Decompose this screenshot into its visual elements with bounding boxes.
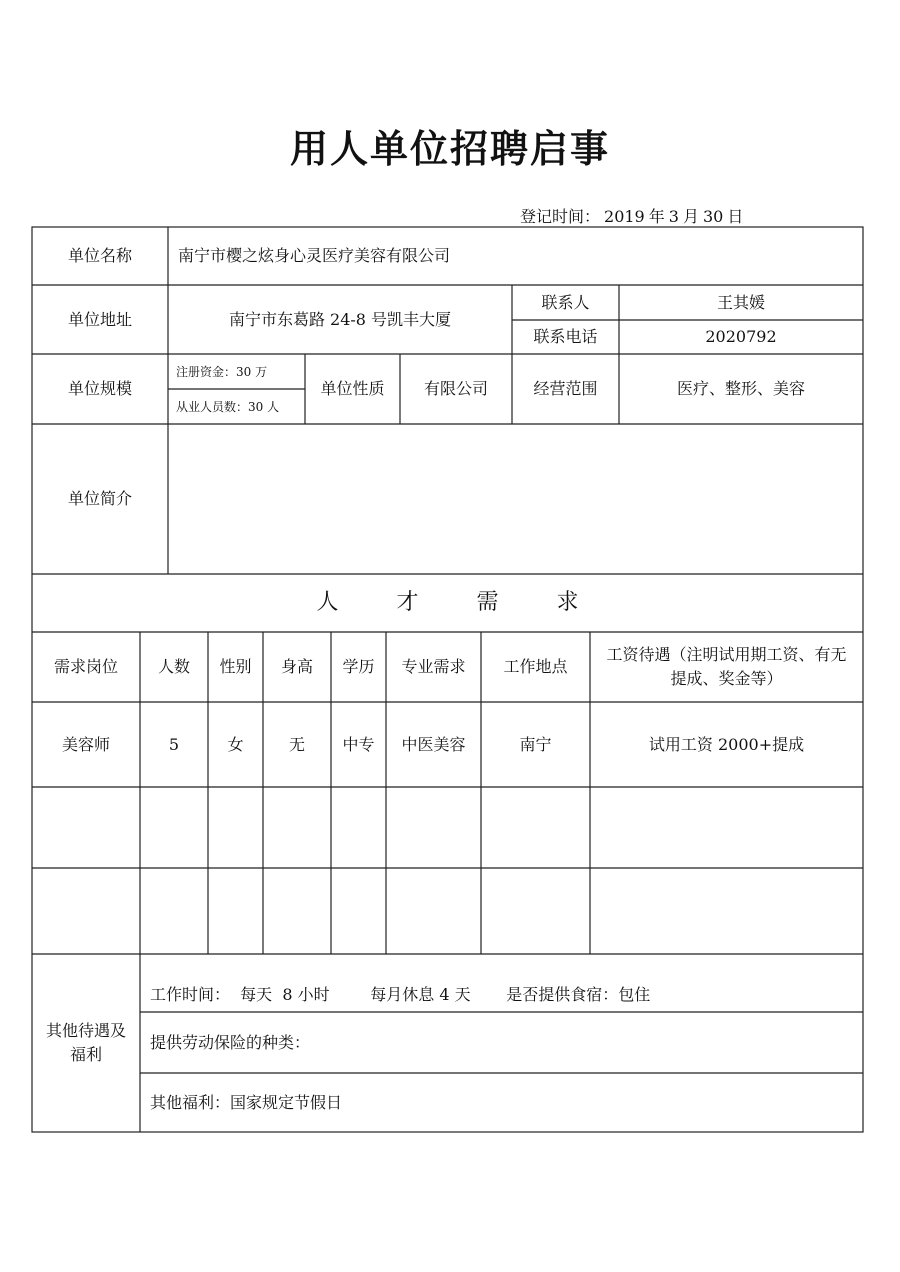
table-cell-height: 无 — [288, 734, 305, 754]
benefits-label: 其他待遇及福利 — [45, 1021, 126, 1064]
table-cell-education: 中专 — [342, 734, 375, 754]
employee-count: 从业人员数：30 人 — [176, 399, 280, 414]
year-unit: 年 — [648, 207, 665, 226]
table-cell-salary: 试用工资 2000+提成 — [648, 734, 805, 754]
registration-month: 3 — [668, 207, 679, 226]
business-scope-value: 医疗、整形、美容 — [676, 379, 805, 398]
registered-capital: 注册资金：30 万 — [176, 364, 268, 379]
table-cell-major: 中医美容 — [401, 734, 466, 754]
talent-demand-header: 人才需求 — [316, 590, 637, 615]
company-scale-label: 单位规模 — [67, 379, 132, 398]
table-cell-count: 5 — [168, 734, 180, 754]
company-name-label: 单位名称 — [67, 246, 132, 265]
business-scope-label: 经营范围 — [533, 379, 598, 398]
col-header-position: 需求岗位 — [53, 657, 118, 676]
contact-label: 联系人 — [541, 292, 590, 312]
col-header-major: 专业需求 — [401, 657, 466, 676]
col-header-salary: 工资待遇（注明试用期工资、有无提成、奖金等） — [606, 645, 847, 688]
col-header-location: 工作地点 — [503, 657, 568, 676]
page-title: 用人单位招聘启事 — [289, 127, 610, 171]
company-intro-label: 单位简介 — [67, 489, 132, 508]
registration-day: 30 — [702, 207, 724, 226]
insurance-line: 提供劳动保险的种类： — [150, 1032, 311, 1052]
company-intro-value — [168, 424, 863, 574]
table-cell-gender: 女 — [227, 734, 244, 754]
table-cell-position: 美容师 — [61, 734, 110, 754]
phone-label: 联系电话 — [533, 327, 598, 346]
company-address-value: 南宁市东葛路 24-8 号凯丰大厦 — [228, 309, 452, 329]
company-nature-value: 有限公司 — [423, 379, 488, 398]
company-address-label: 单位地址 — [67, 309, 132, 329]
month-unit: 月 — [682, 207, 699, 226]
company-name-value: 南宁市樱之炫身心灵医疗美容有限公司 — [178, 246, 451, 265]
company-nature-label: 单位性质 — [320, 379, 385, 398]
work-time-line: 工作时间： 每天 8 小时 每月休息 4 天 是否提供食宿：包住 — [150, 985, 651, 1004]
registration-label: 登记时间： — [520, 207, 601, 226]
contact-value: 王其媛 — [716, 292, 765, 312]
registration-year: 2019 — [604, 207, 645, 226]
other-benefits-line: 其他福利：国家规定节假日 — [150, 1092, 343, 1112]
table-cell-location: 南宁 — [519, 734, 552, 754]
col-header-gender: 性别 — [219, 657, 252, 676]
col-header-education: 学历 — [342, 657, 375, 676]
day-unit: 日 — [727, 207, 744, 226]
phone-value: 2020792 — [705, 327, 777, 346]
col-header-count: 人数 — [157, 657, 190, 676]
col-header-height: 身高 — [280, 657, 313, 676]
